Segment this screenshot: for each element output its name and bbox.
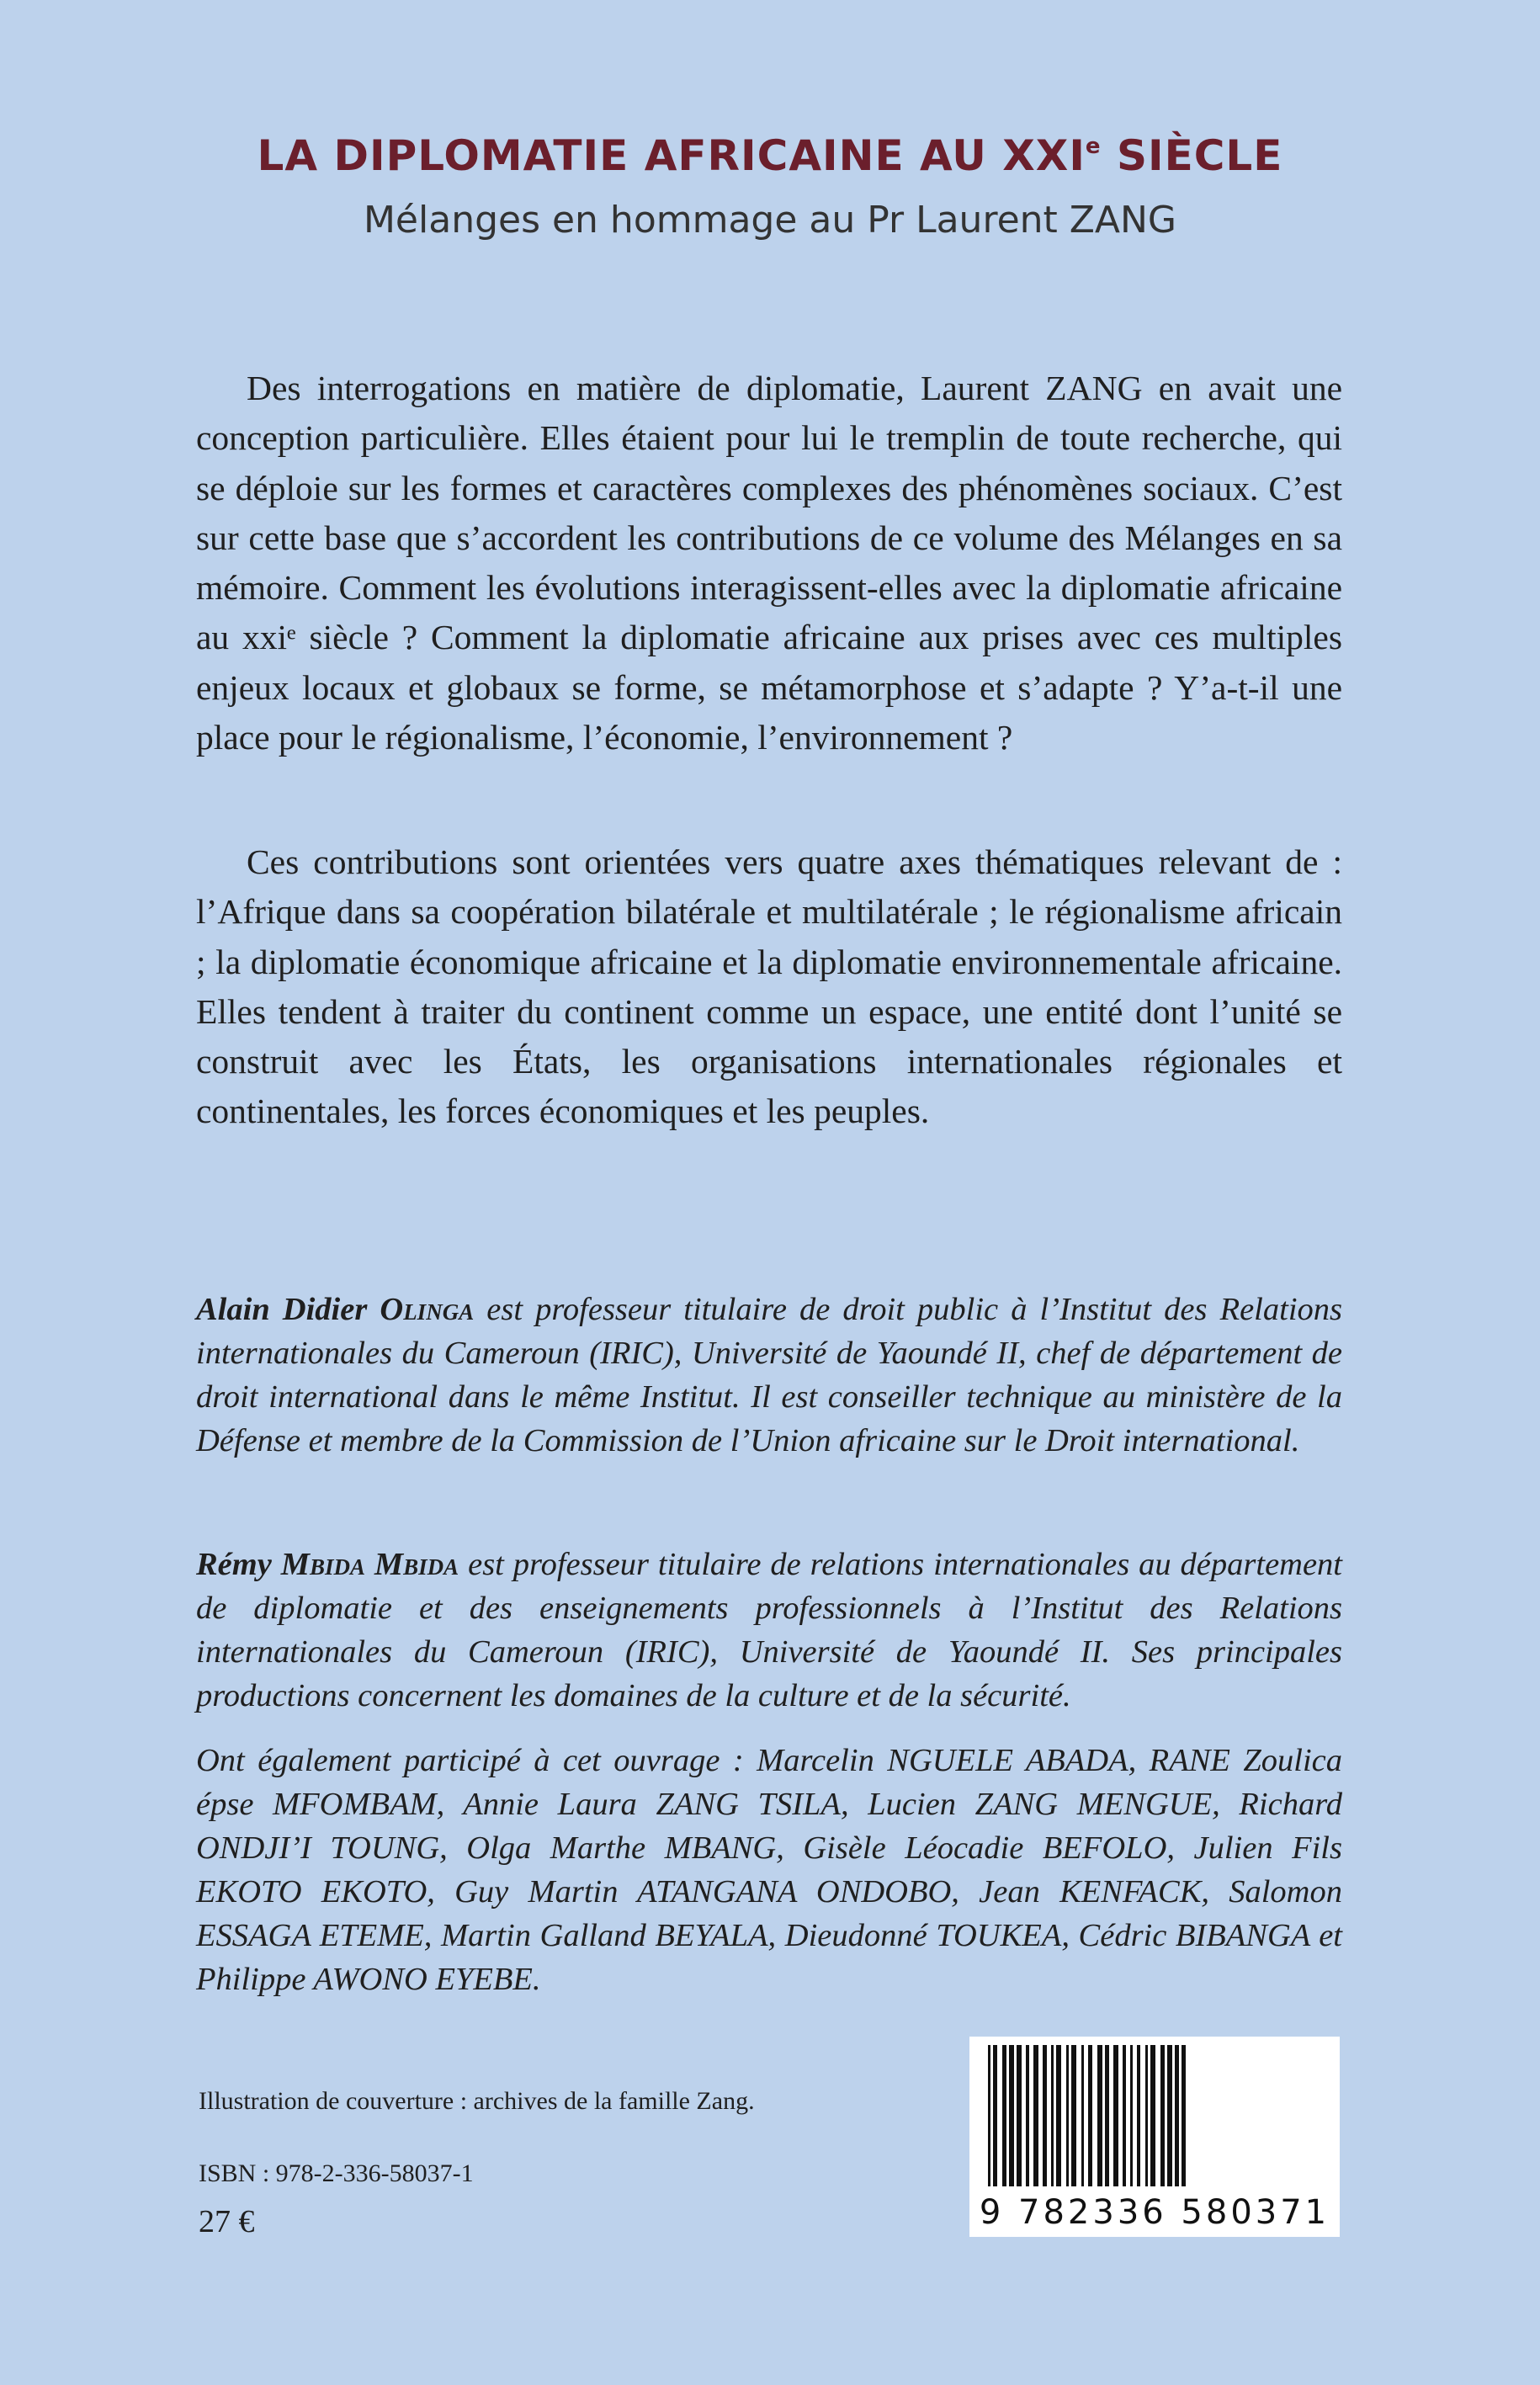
summary-paragraph-2: Ces contributions sont orientées vers quatre axes thématiques relevant de : l’Afrique dans sa coopération bilatérale et multilatérale ; le régionalisme africain ; la diplomatie économique africaine et la diplomatie environnementale africaine. Elles tendent à traiter du continent comme un espace, une entité dont l’unité se construit avec les États, les organisations internationales régionales et continentales, les forces économiques et les peuples. xyxy=(196,842,1342,1131)
book-title-end: SIÈCLE xyxy=(1101,131,1283,180)
barcode-bar xyxy=(1113,2045,1118,2186)
barcode-bar xyxy=(1066,2045,1069,2186)
author-bio-mbida xyxy=(196,1543,1342,1718)
barcode-bar xyxy=(1088,2045,1092,2186)
barcode-bar xyxy=(1051,2045,1054,2186)
barcode-bar xyxy=(1182,2045,1186,2186)
barcode-bar xyxy=(1105,2045,1109,2186)
author-bio-olinga-text: est professeur titulaire de droit public à l’Institut des Relations internationales du Cameroun (IRIC), Université de Yaoundé II, chef de département de droit international dans le même Institut. Il est conseiller technique au ministère de la Défense et membre de la Commission de l’Union africaine sur le Droit international. xyxy=(196,1292,1342,1458)
barcode-bar xyxy=(1043,2045,1047,2186)
price: 27 € xyxy=(199,2204,255,2239)
barcode-bar xyxy=(1137,2045,1140,2186)
barcode-bar xyxy=(1081,2045,1084,2186)
barcode-bar xyxy=(1167,2045,1172,2186)
barcode-bar xyxy=(988,2045,990,2186)
barcode-bar xyxy=(1130,2045,1133,2186)
barcode xyxy=(969,2037,1340,2237)
barcode-bar xyxy=(1150,2045,1155,2186)
barcode-bar xyxy=(993,2045,997,2186)
author-bio-mbida-text: est professeur titulaire de relations internationales au département de diplomatie et des enseignements professionnels à l’Institut des Relations internationales du Cameroun (IRIC), Université de Yaoundé II. Ses principales productions concernent les domaines de la culture et de la sécurité. xyxy=(196,1547,1342,1713)
contributors-text: Ont également participé à cet ouvrage : Marcelin NGUELE ABADA, RANE Zoulica épse MFOMBAM, Annie Laura ZANG TSILA, Lucien ZANG MENGUE, Richard ONDJI’I TOUNG, Olga Marthe MBANG, Gisèle Léocadie BEFOLO, Julien Fils EKOTO EKOTO, Guy Martin ATANGANA ONDOBO, Jean KENFACK, Salomon ESSAGA ETEME, Martin Galland BEYALA, Dieudonné TOUKEA, Cédric BIBANGA et Philippe AWONO EYEBE. xyxy=(196,1743,1342,1997)
barcode-bars xyxy=(983,2045,1326,2186)
barcode-bar xyxy=(1033,2045,1038,2186)
summary-paragraph-2-block xyxy=(196,837,1342,1137)
barcode-bar xyxy=(1160,2045,1165,2186)
illustration-credit: Illustration de couverture : archives de la famille Zang. xyxy=(199,2087,755,2115)
isbn: ISBN : 978-2-336-58037-1 xyxy=(199,2159,474,2187)
barcode-bar xyxy=(1175,2045,1179,2186)
book-title-superscript: e xyxy=(1085,134,1102,159)
barcode-bar xyxy=(1071,2045,1076,2186)
summary-paragraph-1-block xyxy=(196,364,1342,762)
barcode-bar xyxy=(1009,2045,1014,2186)
book-subtitle: Mélanges en hommage au Pr Laurent ZANG xyxy=(363,199,1177,242)
author-name-mbida: Rémy Mbida Mbida xyxy=(196,1547,459,1582)
book-title-main: LA DIPLOMATIE AFRICAINE AU XXI xyxy=(257,131,1086,180)
barcode-bar xyxy=(1097,2045,1102,2186)
author-name-olinga: Alain Didier Olinga xyxy=(196,1292,475,1327)
contributors-list xyxy=(196,1739,1342,2001)
barcode-bar xyxy=(1026,2045,1029,2186)
book-title xyxy=(0,131,1540,180)
barcode-bar xyxy=(1002,2045,1006,2186)
barcode-digits: 9 782336 580371 xyxy=(979,2193,1330,2232)
barcode-bar xyxy=(1017,2045,1022,2186)
barcode-bar xyxy=(1145,2045,1148,2186)
author-bio-olinga xyxy=(196,1288,1342,1463)
barcode-bar xyxy=(1056,2045,1061,2186)
barcode-bar xyxy=(1123,2045,1126,2186)
summary-paragraph-1: Des interrogations en matière de diplomatie, Laurent ZANG en avait une conception particulière. Elles étaient pour lui le tremplin de toute recherche, qui se déploie sur les formes et caractères complexes des phénomènes sociaux. C’est sur cette base que s’accordent les contributions de ce volume des Mélanges en sa mémoire. Comment les évolutions interagissent-elles avec la diplomatie africaine au xxiᵉ siècle ? Comment la diplomatie africaine aux prises avec ces multiples enjeux locaux et globaux se forme, se métamorphose et s’adapte ? Y’a-t-il une place pour le régionalisme, l’économie, l’environnement ? xyxy=(196,369,1342,757)
